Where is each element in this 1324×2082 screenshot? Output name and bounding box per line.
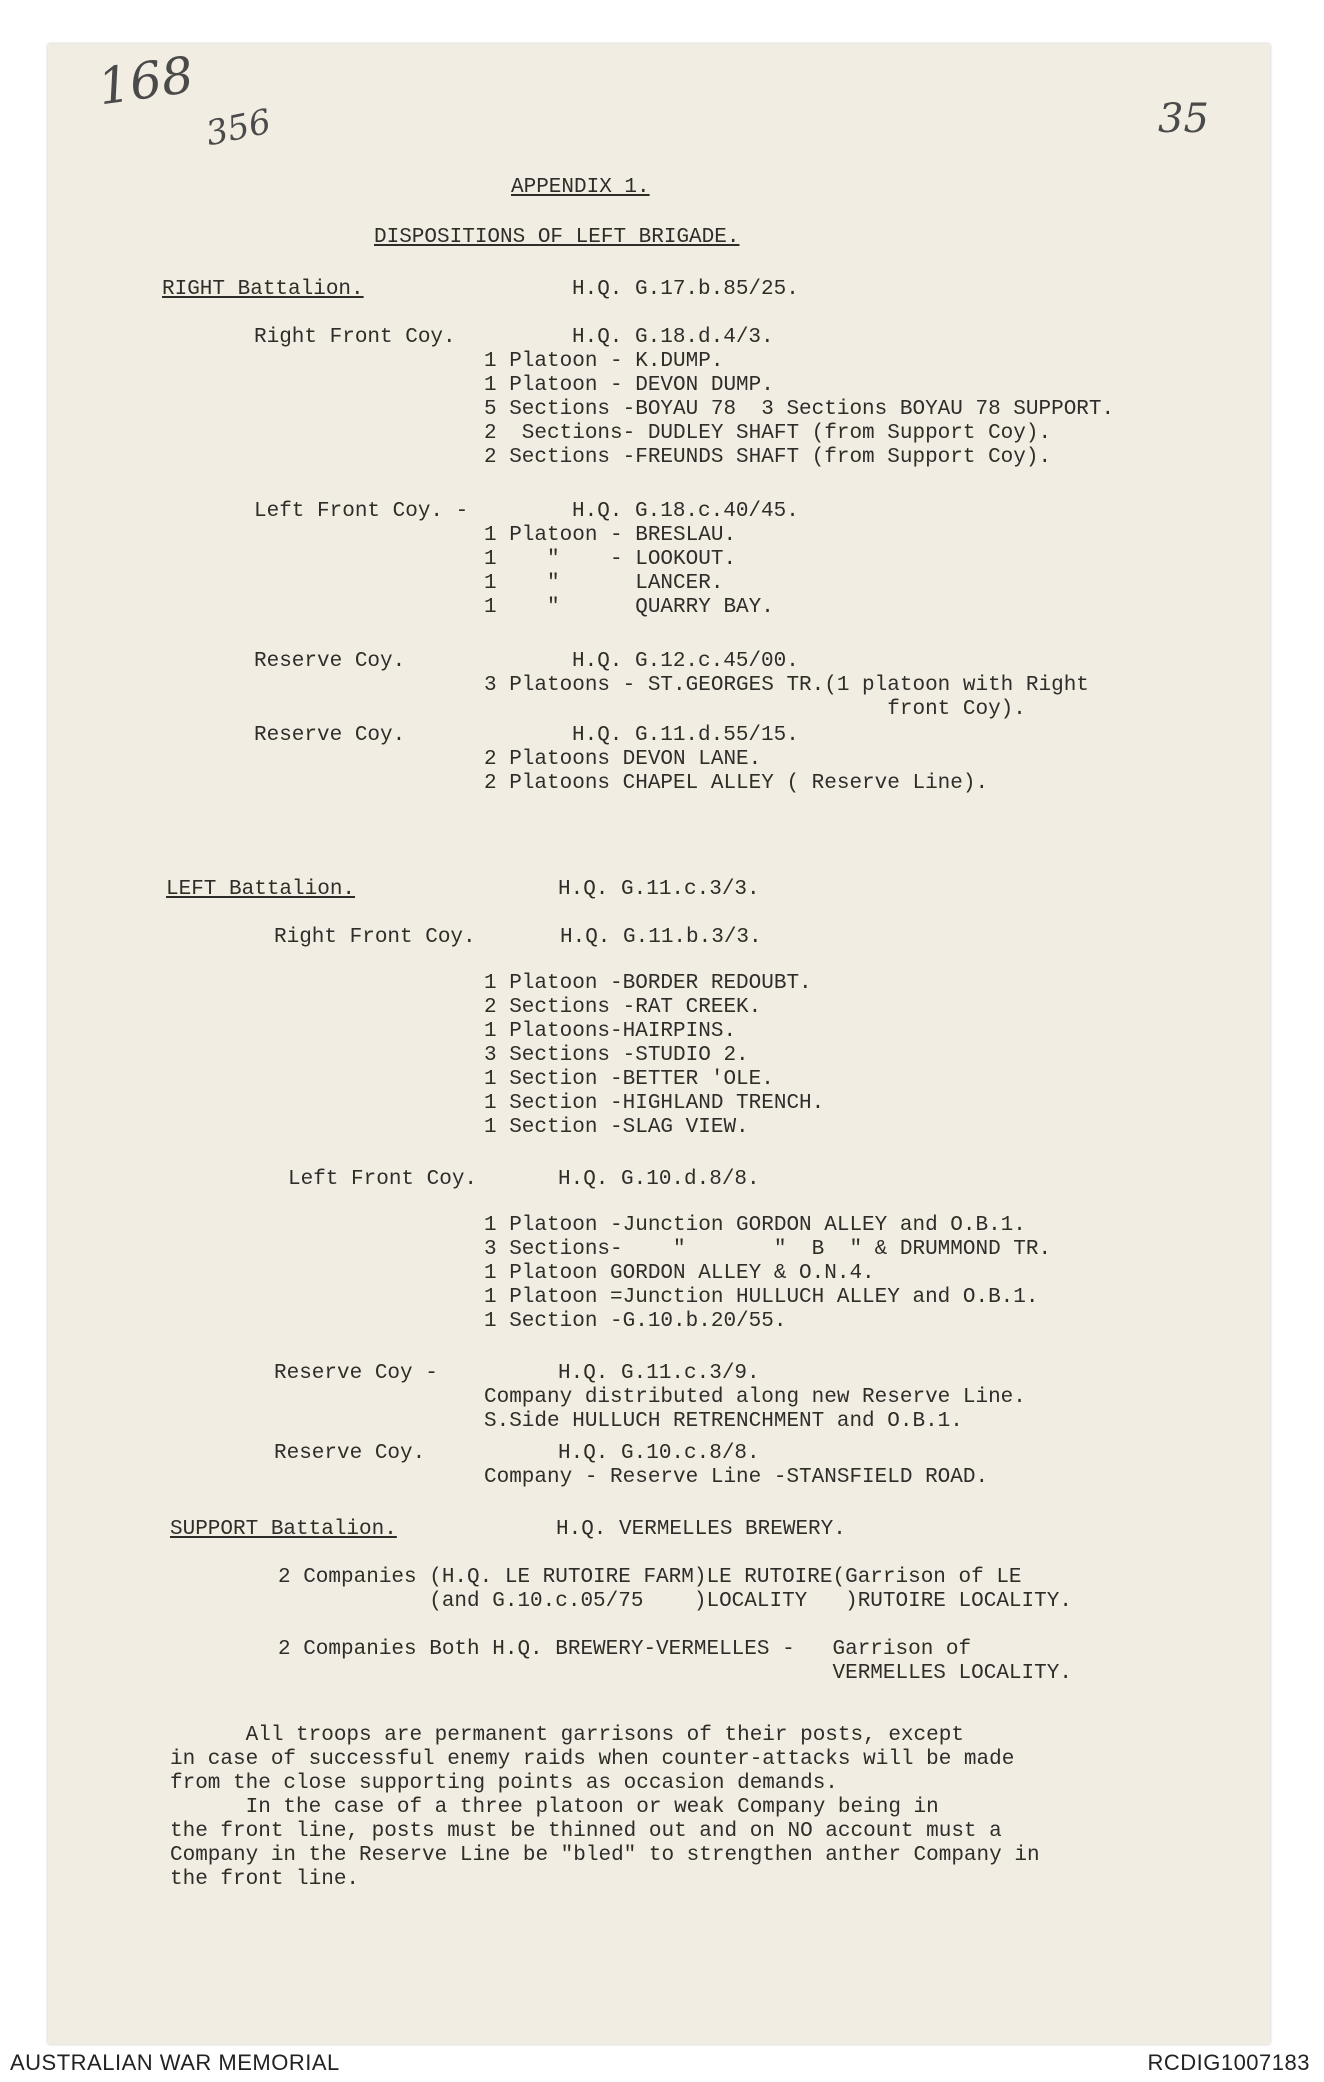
appendix-title: APPENDIX 1. bbox=[511, 176, 650, 199]
note-line: In the case of a three platoon or weak Company being in bbox=[170, 1796, 939, 1819]
rb-right-front-line: 5 Sections -BOYAU 78 3 Sections BOYAU 78 SUPPORT. bbox=[484, 398, 1115, 421]
rb-left-front-line: 1 Platoon - BRESLAU. bbox=[484, 524, 737, 547]
rb-reserve-1-line: 3 Platoons - ST.GEORGES TR.(1 platoon with Right bbox=[484, 674, 1089, 697]
lb-left-front-line: 1 Section -G.10.b.20/55. bbox=[484, 1310, 787, 1333]
lb-left-front-line: 1 Platoon GORDON ALLEY & O.N.4. bbox=[484, 1262, 875, 1285]
lb-left-front-line: 3 Sections- " " B " & DRUMMOND TR. bbox=[484, 1238, 1052, 1261]
rb-reserve-2-label: Reserve Coy. bbox=[254, 724, 406, 747]
lb-left-front-label: Left Front Coy. bbox=[288, 1168, 478, 1191]
lb-reserve-2-label: Reserve Coy. bbox=[274, 1442, 426, 1465]
rb-left-front-label: Left Front Coy. - bbox=[254, 500, 469, 523]
support-line: VERMELLES LOCALITY. bbox=[278, 1662, 1072, 1685]
lb-reserve-2-line: Company - Reserve Line -STANSFIELD ROAD. bbox=[484, 1466, 989, 1489]
right-battalion-hq: H.Q. G.17.b.85/25. bbox=[572, 278, 799, 301]
lb-right-front-line: 1 Section -BETTER 'OLE. bbox=[484, 1068, 774, 1091]
note-line: in case of successful enemy raids when counter-attacks will be made bbox=[170, 1748, 1015, 1771]
lb-right-front-line: 1 Platoon -BORDER REDOUBT. bbox=[484, 972, 812, 995]
lb-left-front-hq: H.Q. G.10.d.8/8. bbox=[558, 1168, 760, 1191]
rb-right-front-line: 1 Platoon - K.DUMP. bbox=[484, 350, 724, 373]
lb-right-front-line: 1 Platoons-HAIRPINS. bbox=[484, 1020, 737, 1043]
rb-reserve-2-hq: H.Q. G.11.d.55/15. bbox=[572, 724, 799, 747]
lb-reserve-1-label: Reserve Coy - bbox=[274, 1362, 438, 1385]
document-subtitle: DISPOSITIONS OF LEFT BRIGADE. bbox=[374, 226, 740, 249]
note-line: the front line. bbox=[170, 1868, 360, 1891]
lb-reserve-1-line: Company distributed along new Reserve Line. bbox=[484, 1386, 1026, 1409]
lb-right-front-label: Right Front Coy. bbox=[274, 926, 476, 949]
rb-left-front-line: 1 " - LOOKOUT. bbox=[484, 548, 737, 571]
note-line: from the close supporting points as occasion demands. bbox=[170, 1772, 838, 1795]
rb-right-front-line: 2 Sections -FREUNDS SHAFT (from Support Coy). bbox=[484, 446, 1052, 469]
lb-right-front-line: 1 Section -HIGHLAND TRENCH. bbox=[484, 1092, 825, 1115]
left-battalion-heading: LEFT Battalion. bbox=[166, 878, 356, 901]
rb-right-front-line: 2 Sections- DUDLEY SHAFT (from Support Coy). bbox=[484, 422, 1052, 445]
lb-right-front-hq: H.Q. G.11.b.3/3. bbox=[560, 926, 762, 949]
lb-right-front-line: 2 Sections -RAT CREEK. bbox=[484, 996, 762, 1019]
folio-number-handwritten: 168 bbox=[94, 45, 198, 117]
rb-reserve-1-label: Reserve Coy. bbox=[254, 650, 406, 673]
document-page bbox=[48, 44, 1270, 2044]
lb-right-front-line: 3 Sections -STUDIO 2. bbox=[484, 1044, 749, 1067]
footer-record-id: RCDIG1007183 bbox=[1147, 2050, 1310, 2075]
rb-reserve-2-line: 2 Platoons DEVON LANE. bbox=[484, 748, 762, 771]
note-line: Company in the Reserve Line be "bled" to strengthen anther Company in bbox=[170, 1844, 1040, 1867]
lb-reserve-1-line: S.Side HULLUCH RETRENCHMENT and O.B.1. bbox=[484, 1410, 963, 1433]
lb-left-front-line: 1 Platoon -Junction GORDON ALLEY and O.B.1. bbox=[484, 1214, 1026, 1237]
rb-reserve-2-line: 2 Platoons CHAPEL ALLEY ( Reserve Line). bbox=[484, 772, 989, 795]
rb-right-front-hq: H.Q. G.18.d.4/3. bbox=[572, 326, 774, 349]
rb-right-front-line: 1 Platoon - DEVON DUMP. bbox=[484, 374, 774, 397]
rb-left-front-line: 1 " QUARRY BAY. bbox=[484, 596, 774, 619]
support-battalion-hq: H.Q. VERMELLES BREWERY. bbox=[556, 1518, 846, 1541]
lb-reserve-2-hq: H.Q. G.10.c.8/8. bbox=[558, 1442, 760, 1465]
footer-institution: AUSTRALIAN WAR MEMORIAL bbox=[10, 2050, 340, 2075]
rb-left-front-hq: H.Q. G.18.c.40/45. bbox=[572, 500, 799, 523]
note-line: the front line, posts must be thinned out and on NO account must a bbox=[170, 1820, 1002, 1843]
right-battalion-heading: RIGHT Battalion. bbox=[162, 278, 364, 301]
lb-left-front-line: 1 Platoon =Junction HULLUCH ALLEY and O.B.1. bbox=[484, 1286, 1039, 1309]
lb-right-front-line: 1 Section -SLAG VIEW. bbox=[484, 1116, 749, 1139]
folio-number-right: 35 bbox=[1158, 96, 1209, 142]
support-line: 2 Companies (H.Q. LE RUTOIRE FARM)LE RUTOIRE(Garrison of LE bbox=[278, 1566, 1022, 1589]
support-battalion-heading: SUPPORT Battalion. bbox=[170, 1518, 397, 1541]
folio-number-stamped: 356 bbox=[202, 101, 275, 155]
lb-reserve-1-hq: H.Q. G.11.c.3/9. bbox=[558, 1362, 760, 1385]
support-line: (and G.10.c.05/75 )LOCALITY )RUTOIRE LOCALITY. bbox=[278, 1590, 1072, 1613]
rb-right-front-label: Right Front Coy. bbox=[254, 326, 456, 349]
support-line: 2 Companies Both H.Q. BREWERY-VERMELLES - Garrison of bbox=[278, 1638, 972, 1661]
rb-left-front-line: 1 " LANCER. bbox=[484, 572, 724, 595]
note-line: All troops are permanent garrisons of their posts, except bbox=[170, 1724, 964, 1747]
rb-reserve-1-hq: H.Q. G.12.c.45/00. bbox=[572, 650, 799, 673]
rb-reserve-1-line: front Coy). bbox=[484, 698, 1026, 721]
left-battalion-hq: H.Q. G.11.c.3/3. bbox=[558, 878, 760, 901]
